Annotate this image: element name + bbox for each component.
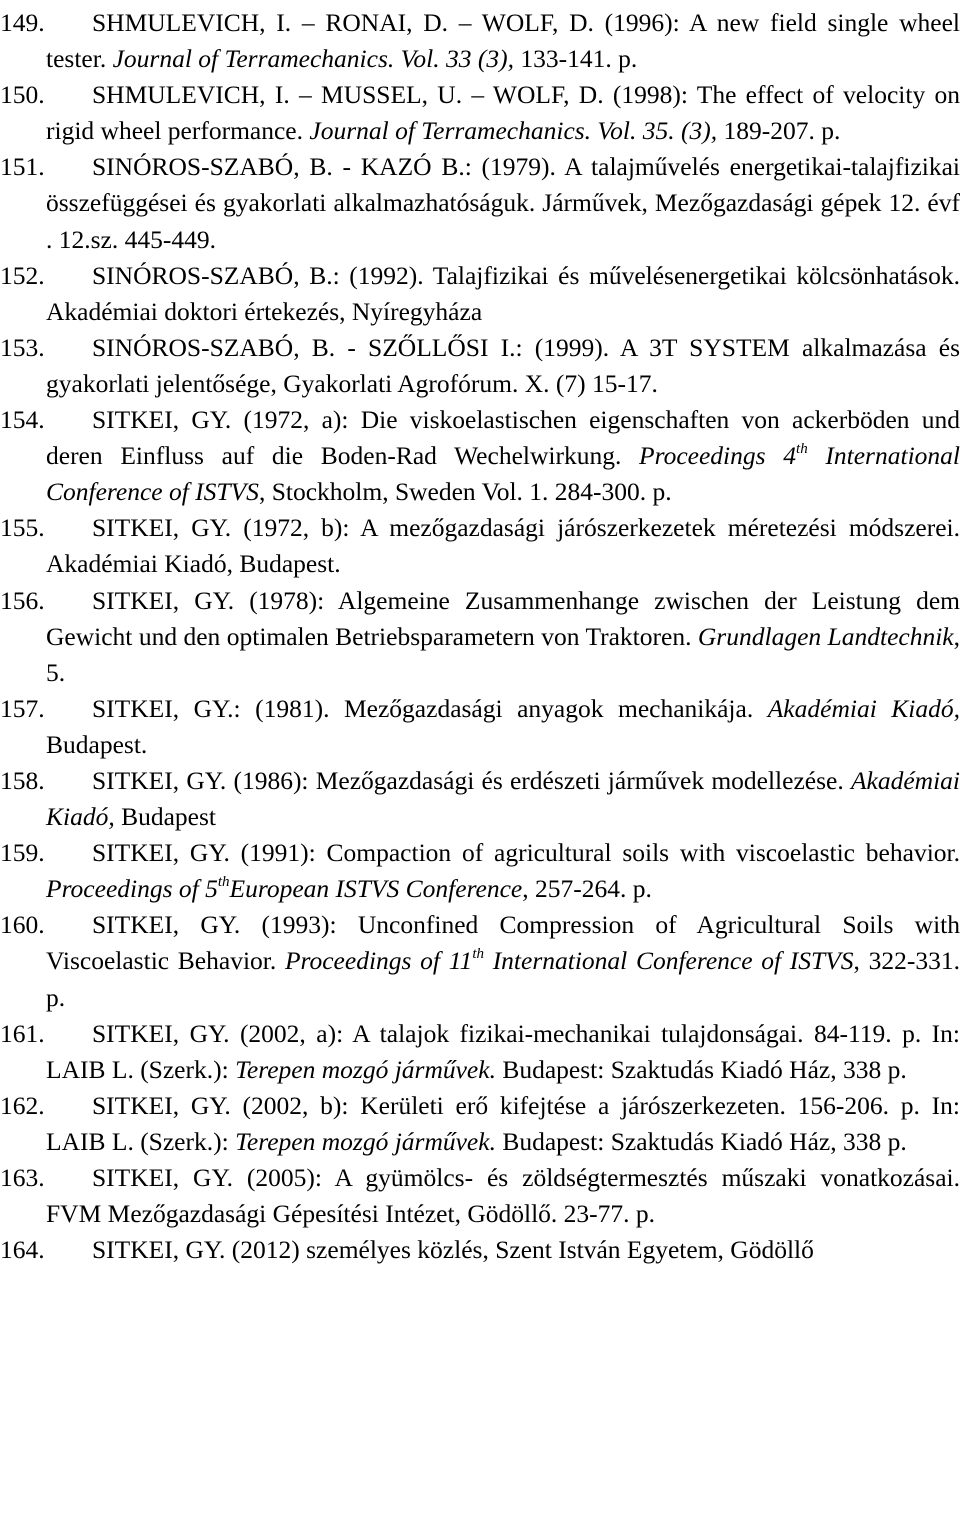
reference-text: SITKEI, GY. (1972, b): A mezőgazdasági járószerkezetek méretezési módszerei. Akadémiai Kiadó, Budapest. bbox=[46, 513, 960, 579]
reference-entry bbox=[0, 583, 960, 691]
reference-italic-text: International Conference of ISTVS bbox=[46, 441, 960, 507]
reference-italic-text: Journal of Terramechanics. Vol. 35. (3), bbox=[309, 116, 718, 146]
reference-text: , 257-264. p. bbox=[522, 874, 652, 904]
reference-text: SITKEI, GY. (2002, b): Kerületi erő kifejtése a járószerkezeten. 156-206. p. In: LAIB L. (Szerk.): bbox=[46, 1090, 960, 1156]
reference-italic-text: Terepen mozgó járművek. bbox=[235, 1054, 496, 1084]
superscript-ordinal: th bbox=[472, 946, 484, 963]
reference-text: SITKEI, GY. (2002, a): A talajok fizikai-mechanikai tulajdonságai. 84-119. p. In: LAIB L. (Szerk.): bbox=[46, 1018, 960, 1084]
reference-text: , 5. bbox=[46, 621, 960, 687]
reference-text: Budapest: Szaktudás Kiadó Ház, 338 p. bbox=[495, 1126, 907, 1156]
reference-entry bbox=[0, 330, 960, 402]
reference-entry bbox=[0, 1088, 960, 1160]
reference-number: 152. bbox=[0, 260, 45, 290]
reference-text: SITKEI, GY. (1986): Mezőgazdasági és erdészeti járművek modellezése. bbox=[92, 765, 851, 795]
reference-entry bbox=[0, 1232, 960, 1268]
reference-text: SITKEI, GY. (2012) személyes közlés, Szent István Egyetem, Gödöllő bbox=[92, 1235, 814, 1265]
reference-number: 160. bbox=[0, 910, 45, 940]
reference-number: 156. bbox=[0, 585, 45, 615]
reference-number: 162. bbox=[0, 1090, 45, 1120]
reference-text: Budapest. bbox=[46, 729, 148, 759]
reference-text: SITKEI, GY. (2005): A gyümölcs- és zöldségtermesztés műszaki vonatkozásai. FVM Mezőgazdasági Gépesítési Intézet, Gödöllő. 23-77. p. bbox=[46, 1163, 960, 1229]
reference-entry bbox=[0, 763, 960, 835]
reference-italic-text: Proceedings of 11 bbox=[284, 946, 473, 976]
reference-text: SHMULEVICH, I. – MUSSEL, U. – WOLF, D. (1998): The effect of velocity on rigid wheel performance. bbox=[46, 80, 960, 146]
reference-text: Budapest bbox=[114, 802, 216, 832]
reference-number: 161. bbox=[0, 1018, 45, 1048]
reference-entry bbox=[0, 77, 960, 149]
reference-entry bbox=[0, 258, 960, 330]
reference-list bbox=[0, 5, 960, 1268]
reference-italic-text: Proceedings of 5 bbox=[46, 874, 218, 904]
reference-text: SITKEI, GY. (1993): Unconfined Compression of Agricultural Soils with Viscoelastic Behavior. bbox=[46, 910, 960, 976]
reference-italic-text: European ISTVS Conference bbox=[229, 874, 523, 904]
superscript-ordinal: th bbox=[796, 441, 808, 458]
reference-text: SITKEI, GY. (1978): Algemeine Zusammenhange zwischen der Leistung dem Gewicht und den optimalen Betriebsparametern von Traktoren. bbox=[46, 585, 960, 651]
reference-number: 150. bbox=[0, 80, 45, 110]
reference-entry bbox=[0, 1160, 960, 1232]
superscript-ordinal: th bbox=[217, 874, 230, 891]
reference-entry bbox=[0, 510, 960, 582]
reference-number: 149. bbox=[0, 8, 45, 37]
reference-italic-text: Journal of Terramechanics. Vol. 33 (3), bbox=[112, 44, 514, 74]
reference-text: SINÓROS-SZABÓ, B.: (1992). Talajfizikai és művelésenergetikai kölcsönhatások. Akadémiai doktori értekezés, Nyíregyháza bbox=[46, 260, 960, 326]
reference-number: 158. bbox=[0, 765, 45, 795]
reference-number: 155. bbox=[0, 513, 45, 543]
reference-text: , Stockholm, Sweden Vol. 1. 284-300. p. bbox=[258, 477, 672, 507]
reference-number: 151. bbox=[0, 152, 45, 182]
reference-text: SITKEI, GY. (1991): Compaction of agricultural soils with viscoelastic behavior. bbox=[92, 838, 960, 868]
reference-number: 163. bbox=[0, 1163, 45, 1192]
reference-italic-text: Akadémiai Kiadó, bbox=[767, 693, 960, 723]
reference-text: 133-141. p. bbox=[513, 44, 638, 74]
reference-number: 153. bbox=[0, 332, 45, 362]
reference-entry bbox=[0, 1016, 960, 1088]
reference-text: SINÓROS-SZABÓ, B. - SZŐLLŐSI I.: (1999). A 3T SYSTEM alkalmazása és gyakorlati jelentősége, Gyakorlati Agrofórum. X. (7) 15-17. bbox=[46, 332, 960, 398]
reference-text: SITKEI, GY.: (1981). Mezőgazdasági anyagok mechanikája. bbox=[92, 693, 768, 723]
reference-italic-text: International Conference of ISTVS bbox=[483, 946, 854, 976]
reference-text: Budapest: Szaktudás Kiadó Ház, 338 p. bbox=[495, 1054, 907, 1084]
reference-italic-text: Grundlagen Landtechnik bbox=[697, 621, 954, 651]
reference-entry bbox=[0, 835, 960, 907]
reference-italic-text: Terepen mozgó járművek. bbox=[235, 1126, 496, 1156]
reference-text: 189-207. p. bbox=[717, 116, 841, 146]
reference-entry bbox=[0, 149, 960, 257]
reference-number: 159. bbox=[0, 838, 45, 868]
reference-entry bbox=[0, 691, 960, 763]
reference-number: 164. bbox=[0, 1235, 45, 1265]
reference-entry bbox=[0, 907, 960, 1015]
reference-number: 157. bbox=[0, 693, 45, 723]
reference-number: 154. bbox=[0, 405, 45, 435]
reference-italic-text: Proceedings 4 bbox=[639, 441, 797, 471]
reference-text: SINÓROS-SZABÓ, B. - KAZÓ B.: (1979). A talajművelés energetikai-talajfizikai összefüggései és gyakorlati alkalmazhatóságuk. Járművek, Mezőgazdasági gépek 12. évf . 12.sz. 445-449. bbox=[46, 152, 960, 254]
reference-text: SITKEI, GY. (1972, a): Die viskoelastischen eigenschaften von ackerböden und deren Einfluss auf die Boden-Rad Wechelwirkung. bbox=[46, 405, 960, 471]
reference-entry bbox=[0, 402, 960, 510]
reference-text: , 322-331. p. bbox=[46, 946, 960, 1012]
reference-italic-text: Akadémiai Kiadó, bbox=[46, 765, 960, 832]
reference-entry bbox=[0, 5, 960, 77]
reference-text: SHMULEVICH, I. – RONAI, D. – WOLF, D. (1996): A new field single wheel tester. bbox=[46, 8, 960, 74]
